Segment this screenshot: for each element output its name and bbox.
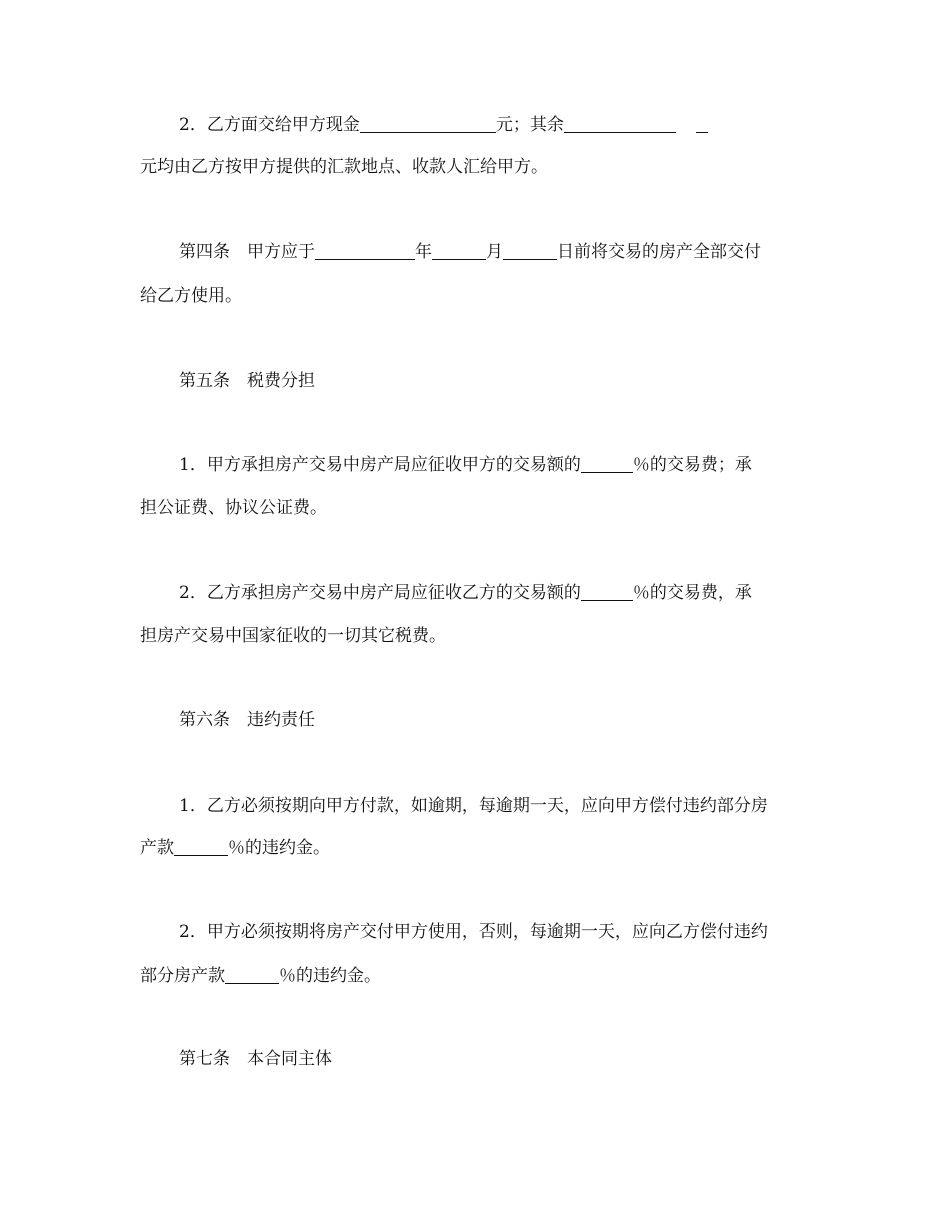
remaining-amount-blank: [564, 114, 676, 133]
clause3-item2-line1: [179, 113, 708, 137]
clause3-item2-line2: 元均由乙方按甲方提供的汇款地点、收款人汇给甲方。: [140, 157, 548, 177]
clause5-item1-line1: [179, 453, 752, 477]
clause7-heading: 第七条 本合同主体: [179, 1049, 332, 1069]
clause5-item1-suffix: ％的交易费；承: [632, 455, 752, 475]
clause4-line1: [179, 240, 761, 264]
clause4-line2: 给乙方使用。: [140, 286, 242, 306]
clause5-item1-line2: 担公证费、协议公证费。: [140, 498, 327, 518]
party-b-penalty-percent-blank: [174, 837, 228, 856]
clause5-item1-prefix: 1．甲方承担房产交易中房产局应征收甲方的交易额的: [179, 455, 581, 475]
clause6-item2-line1: 2．甲方必须按期将房产交付甲方使用，否则，每逾期一天，应向乙方偿付违约: [179, 922, 768, 942]
clause6-item2-line2: [140, 964, 381, 988]
clause5-item2-line1: [179, 581, 752, 605]
clause6-heading: 第六条 违约责任: [179, 710, 315, 730]
clause4-month-label: 月: [486, 242, 503, 262]
party-a-fee-percent-blank: [581, 454, 633, 473]
clause4-prefix: 第四条 甲方应于: [179, 242, 315, 262]
clause5-item2-line2: 担房产交易中国家征收的一切其它税费。: [140, 626, 446, 646]
clause6-item2-suffix: ％的违约金。: [279, 966, 381, 986]
year-blank: [315, 241, 415, 260]
clause6-item1-suffix: ％的违约金。: [228, 838, 330, 858]
party-b-fee-percent-blank: [581, 582, 633, 601]
clause5-heading: 第五条 税费分担: [179, 371, 315, 391]
day-blank: [503, 241, 557, 260]
clause6-item1-line1: 1．乙方必须按期向甲方付款，如逾期，每逾期一天，应向甲方偿付违约部分房: [179, 796, 768, 816]
clause6-item1-prefix: 产款: [140, 838, 174, 858]
remaining-amount-blank-tail: [696, 114, 708, 133]
clause4-suffix: 日前将交易的房产全部交付: [557, 242, 761, 262]
month-blank: [432, 241, 486, 260]
clause5-item2-prefix: 2．乙方承担房产交易中房产局应征收乙方的交易额的: [179, 583, 581, 603]
cash-amount-blank: [360, 114, 496, 133]
clause6-item1-line2: [140, 836, 330, 860]
clause4-year-label: 年: [415, 242, 432, 262]
clause3-item2-prefix: 2．乙方面交给甲方现金: [179, 115, 360, 135]
party-a-penalty-percent-blank: [225, 965, 279, 984]
clause3-item2-mid: 元；其余: [495, 115, 564, 135]
clause5-item2-suffix: ％的交易费，承: [632, 583, 752, 603]
clause6-item2-prefix: 部分房产款: [140, 966, 225, 986]
